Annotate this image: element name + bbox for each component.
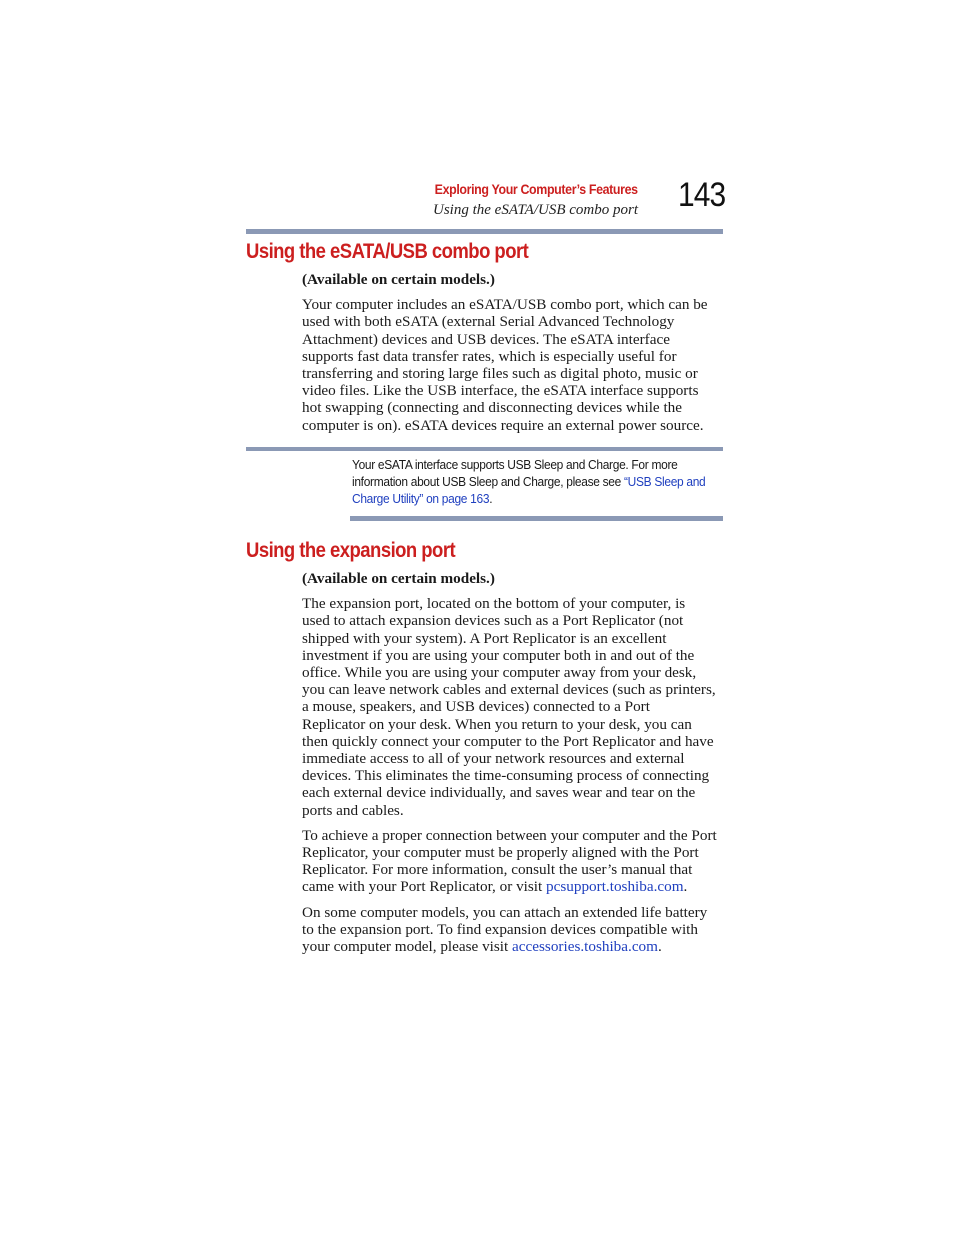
running-header-chapter: Exploring Your Computer’s Features xyxy=(434,182,638,197)
accessories-link[interactable]: accessories.toshiba.com xyxy=(512,938,658,956)
paragraph-line: hot swapping (connecting and disconnecting devices while the xyxy=(302,399,683,417)
note-line xyxy=(352,490,724,507)
paragraph-line: office. While you are using your computer away from your desk, xyxy=(302,664,697,682)
usb-sleep-charge-link-cont[interactable]: Charge Utility” on page 163 xyxy=(352,491,490,507)
paragraph-line: investment if you are using your computer both in and out of the xyxy=(302,646,695,664)
expansion-paragraph-2 xyxy=(302,827,724,896)
note-line xyxy=(352,473,724,490)
availability-note: (Available on certain models.) xyxy=(302,570,495,587)
paragraph-line: supports fast data transfer rates, which is especially useful for xyxy=(302,347,677,365)
pcsupport-link[interactable]: pcsupport.toshiba.com xyxy=(546,878,684,896)
paragraph-text: came with your Port Replicator, or visit xyxy=(302,878,547,896)
paragraph-line: used to attach expansion devices such as a Port Replicator (not xyxy=(302,612,684,630)
paragraph-text: . xyxy=(683,878,688,896)
paragraph-line: immediate access to all of your network resources and external xyxy=(302,750,685,768)
paragraph-line: video files. Like the USB interface, the eSATA interface supports xyxy=(302,382,699,400)
paragraph-line: a mouse, speakers, and USB devices) connected to a Port xyxy=(302,698,650,716)
paragraph-line: then quickly connect your computer to the Port Replicator and have xyxy=(302,732,714,750)
paragraph-line xyxy=(302,878,724,895)
paragraph-line: Replicator. For more information, consult the user’s manual that xyxy=(302,861,693,879)
esata-paragraph xyxy=(302,296,724,434)
note-rule-top xyxy=(246,447,723,451)
paragraph-line: shipped with your system). A Port Replicator is an excellent xyxy=(302,629,667,647)
paragraph-line: to the expansion port. To find expansion devices compatible with xyxy=(302,920,698,938)
paragraph-line xyxy=(302,938,724,955)
paragraph-text: . xyxy=(657,938,662,956)
paragraph-line: Replicator, your computer must be properly aligned with the Port xyxy=(302,844,699,862)
note-text: information about USB Sleep and Charge, please see xyxy=(352,474,624,490)
paragraph-line: transferring and storing large files such as digital photo, music or xyxy=(302,365,698,383)
running-header-section: Using the eSATA/USB combo port xyxy=(433,202,638,218)
note-box xyxy=(352,456,724,508)
note-rule-bottom xyxy=(350,516,723,521)
section-heading-expansion: Using the expansion port xyxy=(246,539,456,562)
section-heading-esata: Using the eSATA/USB combo port xyxy=(246,240,529,263)
note-text: . xyxy=(489,491,493,507)
paragraph-text: your computer model, please visit xyxy=(302,938,513,956)
note-line: Your eSATA interface supports USB Sleep and Charge. For more xyxy=(352,457,678,472)
paragraph-line: Your computer includes an eSATA/USB combo port, which can be xyxy=(302,296,708,314)
paragraph-line: devices. This eliminates the time-consuming process of connecting xyxy=(302,767,710,785)
paragraph-line: ports and cables. xyxy=(302,801,404,819)
paragraph-line: used with both eSATA (external Serial Advanced Technology xyxy=(302,313,675,331)
paragraph-line: computer is on). eSATA devices require an external power source. xyxy=(302,416,704,434)
availability-note: (Available on certain models.) xyxy=(302,271,495,288)
expansion-paragraph-1 xyxy=(302,595,724,819)
paragraph-line: each external device individually, and saves wear and tear on the xyxy=(302,784,696,802)
section-body-esata xyxy=(302,271,724,434)
expansion-paragraph-3 xyxy=(302,904,724,956)
header-rule xyxy=(246,229,723,234)
paragraph-line: you can leave network cables and external devices (such as printers, xyxy=(302,681,716,699)
paragraph-line: The expansion port, located on the bottom of your computer, is xyxy=(302,595,686,613)
usb-sleep-charge-link[interactable]: “USB Sleep and xyxy=(623,474,706,490)
paragraph-line: On some computer models, you can attach an extended life battery xyxy=(302,903,708,921)
page-number: 143 xyxy=(678,176,726,214)
paragraph-line: Attachment) devices and USB devices. The eSATA interface xyxy=(302,330,670,348)
section-body-expansion xyxy=(302,570,724,955)
paragraph-line: To achieve a proper connection between your computer and the Port xyxy=(302,826,717,844)
paragraph-line: Replicator on your desk. When you return to your desk, you can xyxy=(302,715,692,733)
